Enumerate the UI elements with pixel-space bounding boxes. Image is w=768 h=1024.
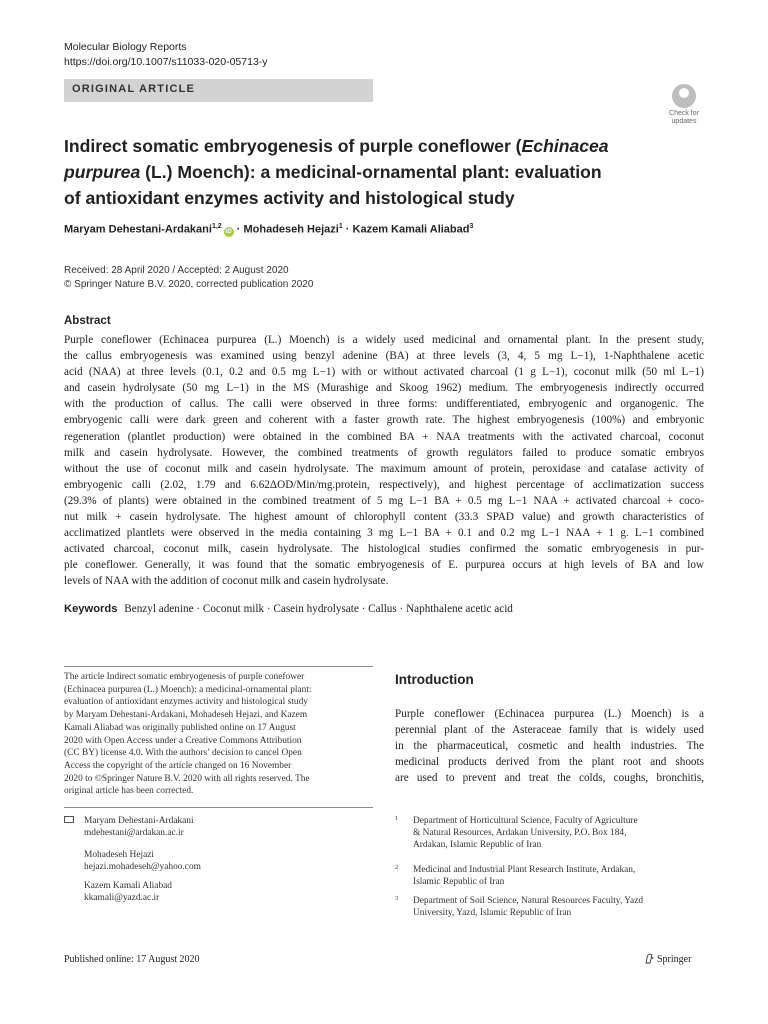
abstract-heading: Abstract [64, 315, 111, 327]
check-for-updates-label: Check for updates [669, 110, 699, 125]
contact-email[interactable]: kkamali@yazd.ac.ir [84, 893, 160, 904]
contact-name: Mohadeseh Hejazi [84, 850, 155, 860]
article-type-banner [64, 79, 373, 102]
journal-header [64, 40, 268, 70]
abstract-body: Purple coneflower (Echinacea purpurea (L.) Moench) is a widely used medicinal and ornamental plant. In the present study, the callus embryogenesis was examined using benzyl adenine (BA) at three levels (3, 4, 5 mg L−1), 1-Naphthalene acetic acid (NAA) at three levels (0.1, 0.2 and 0.5 mg L−1) with or without activated charcoal (1 g L−1), coconut milk (50 ml L−1) and casein hydrolysate (50 mg L−1) in the MS (Murashige and Skoog 1962) medium. The embryogenesis indirectly occurred with the production of callus. The calli were observed in three forms: undifferentiated, embryogenic and organogenic. The embryogenic calli were dark green and coherent with a faster growth rate. The highest embryogenesis (100%) and embryonic regeneration (plantlet production) were obtained in the combined BA + NAA treatments with the activated charcoal, coconut milk and casein hydrolysate. However, the combined treatments of growth regulators failed to produce somatic embryos without the use of coconut milk and casein hydrolysate. The maximum amount of protein, peroxidase and catalase activity of embryogenic calli (2.02, 1.79 and 6.62ΔOD/Min/mg.protein, respectively), and highest percentage of acclimatization success (29.3% of plants) were obtained in the combined treatment of 5 mg L−1 BA + 0.5 mg L−1 NAA + activated charcoal + coco- nut milk + casein hydrolysate. The highest amount of chlorophyll content (33.3 SPAD value) and growth characteristics of acclimatized plantlets were observed in the media containing 3 mg L−1 BA + 0.1 and 0.2 mg L−1 NAA + 1 g. L−1 combined activated charcoal, coconut milk, casein hydrolysate. The histological studies confirmed the somatic embryogenesis in pur- ple coneflower. Generally, it was found that the somatic embryogenesis of E. purpurea occurs at high levels of BA and low levels of NAA with the addition of coconut milk and casein hydrolysate. [64, 334, 704, 588]
author-name[interactable]: Mohadeseh Hejazi [243, 223, 339, 236]
contact-name: Kazem Kamali Aliabad [84, 881, 172, 891]
introduction-heading: Introduction [395, 672, 474, 687]
contact-email[interactable]: hejazi.mohadeseh@yahoo.com [84, 862, 201, 873]
author-name[interactable]: Maryam Dehestani-Ardakani [64, 223, 212, 236]
contact-entry [84, 815, 194, 839]
copyright-line: © Springer Nature B.V. 2020, corrected publication 2020 [64, 279, 314, 290]
check-for-updates-icon [672, 84, 696, 108]
publication-dates [64, 264, 313, 292]
envelope-icon [64, 816, 74, 823]
publisher-name: Springer [657, 954, 692, 965]
contact-email[interactable]: mdehestani@ardakan.ac.ir [84, 828, 184, 839]
divider [64, 666, 373, 667]
check-for-updates-badge[interactable] [664, 84, 704, 124]
received-accepted: Received: 28 April 2020 / Accepted: 2 August 2020 [64, 265, 289, 276]
contact-name: Maryam Dehestani-Ardakani [84, 816, 194, 826]
introduction-body: Purple coneflower (Echinacea purpurea (L.) Moench) is a perennial plant of the Asteraceae family that is widely used in the pharmaceutical, cosmetic and health industries. The medicinal products derived from the plant root and shoots are used to prevent and treat the colds, coughs, bronchitis, [395, 708, 704, 785]
author-name[interactable]: Kazem Kamali Aliabad [352, 223, 470, 236]
correction-note: The article Indirect somatic embryogenesis of purple conefower (Echinacea purpurea (L.) Moench): a medicinal-ornamental plant: evaluation of antioxidant enzymes activity and histological study by Maryam Dehestani-Ardakani, Mohadeseh Hejazi, and Kazem Kamali Aliabad was originally published online on 17 August 2020 with Open Access under a Creative Commons Attribution (CC BY) license 4.0. With the authors’ decision to cancel Open Access the copyright of the article changed on 16 November 2020 to ©Springer Nature B.V. 2020 with all rights reserved. The original article has been corrected. [64, 672, 312, 797]
orcid-icon[interactable]: iD [225, 228, 232, 235]
article-title: Indirect somatic embryogenesis of purple coneflower (Echinacea purpurea (L.) Moench): a medicinal-ornamental plant: evaluation of antioxidant enzymes activity and histological study [64, 136, 609, 208]
keywords-label: Keywords [64, 603, 118, 615]
journal-name: Molecular Biology Reports [64, 41, 187, 53]
contact-entry [84, 849, 201, 873]
doi-link[interactable]: https://doi.org/10.1007/s11033-020-05713-y [64, 56, 268, 68]
contact-entry [84, 880, 172, 904]
divider [64, 807, 373, 808]
publisher-logo [644, 953, 691, 965]
author-list: Maryam Dehestani-Ardakani$^{1,2}$iD · Mohadeseh Hejazi$^1$ · Kazem Kamali Aliabad$^3$ [64, 223, 474, 236]
published-online: Published online: 17 August 2020 [64, 954, 200, 965]
article-type: ORIGINAL ARTICLE [72, 83, 196, 95]
keywords-list: Benzyl adenine · Coconut milk · Casein hydrolysate · Callus · Naphthalene acetic acid [124, 603, 513, 615]
springer-horse-icon [644, 953, 654, 964]
keywords [64, 603, 513, 615]
